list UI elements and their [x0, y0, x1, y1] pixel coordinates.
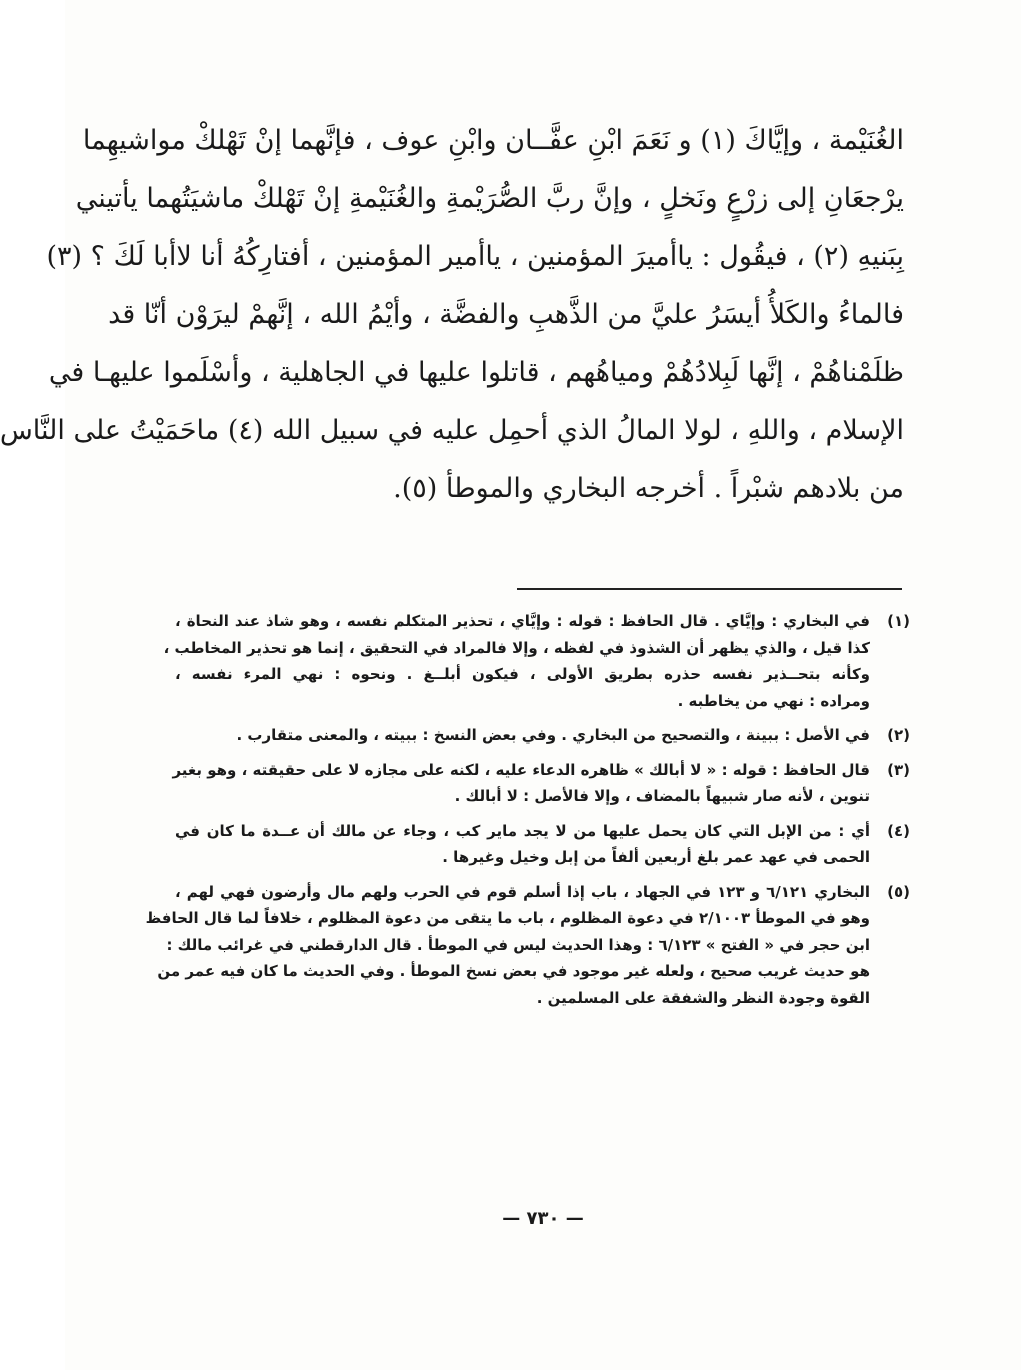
- footnote-line: كذا قيل ، والذي يظهر أن الشذوذ في لفظه ، وإلا فالمراد في التحقيق ، إنما هو تحذير المخاطب ،: [163, 638, 870, 657]
- footnote-line: أي : من الإبل التي كان يحمل عليها من لا يجد ماير كب ، وجاء عن مالك أن عــدة ما كان في: [175, 821, 870, 840]
- footnote-3: [172, 757, 910, 810]
- footnote-4: [175, 818, 910, 871]
- footnote-line: تنوين ، لأنه صار شبيهاً بالمضاف ، وإلا فالأصل : لا أبالك .: [454, 787, 870, 805]
- footnote-line: قال الحافظ : قوله : « لا أبالك » ظاهره الدعاء عليه ، لكنه على مجازه لا على حقيقته ، وهو بغير: [172, 760, 870, 779]
- footnote-number: (٣): [887, 760, 910, 779]
- footnote-1: [163, 608, 910, 714]
- footnote-line: البخاري ٦/١٢١ و ١٢٣ في الجهاد ، باب إذا أسلم قوم في الحرب ولهم مال وأرضون فهي لهم ،: [175, 882, 870, 901]
- main-text-line: الغُنَيْمة ، وإيَّاكَ (١) و نَعَمَ ابْنِ عفَّــان وابْنِ عوف ، فإنَّهما إنْ تَهْلكْ مواشيهِما: [82, 125, 904, 156]
- main-text-line: الإسلام ، واللهِ ، لولا المالُ الذي أحمِل عليه في سبيل الله (٤) ماحَمَيْتُ على النَّاس: [0, 415, 904, 446]
- footnote-number: (٢): [887, 726, 910, 744]
- footnote-number: (٥): [887, 882, 910, 901]
- footnote-number: (١): [887, 612, 910, 630]
- main-text-line: من بلادهم شبْراً . أخرجه البخاري والموطأ (٥).: [393, 473, 904, 504]
- main-text-line: بِبَنيهِ (٢) ، فيقُول : ياأميرَ المؤمنين ، ياأمير المؤمنين ، أفتارِكُهُ أنا لاأبا لَكَ ؟ (٣): [46, 241, 904, 272]
- page-number: — ٧٣٠ —: [502, 1208, 584, 1229]
- footnote-number: (٤): [887, 821, 910, 840]
- footnote-line: الحمى في عهد عمر بلغ أربعين ألفاً من إبل وخيل وغيرها .: [442, 848, 870, 866]
- footnote-line: القوة وجودة النظر والشفقة على المسلمين .: [536, 988, 870, 1007]
- main-text-line: فالماءُ والكَلأُ أيسَرُ عليَّ من الذَّهبِ والفضَّة ، وأيْمُ الله ، إنَّهمْ ليرَوْن أنّا قد: [108, 299, 904, 330]
- footnote-line: هو حديث غريب صحيح ، ولعله غير موجود في بعض نسخ الموطأ . وفي الحديث ما كان فيه عمر من: [157, 962, 870, 980]
- footnote-line: في البخاري : وإيَّاي . قال الحافظ : قوله : وإيَّاي ، تحذير المتكلم نفسه ، وهو شاذ عند النحاة ،: [175, 612, 870, 630]
- footnotes-section: [145, 608, 910, 1019]
- footnote-line: ومراده : نهي من يخاطبه .: [677, 691, 870, 710]
- main-text-block: [0, 112, 904, 518]
- main-text-line: يرْجعَانِ إلى زرْعٍ ونَخلٍ ، وإنَّ ربَّ الصُّرَيْمةِ والغُنَيْمةِ إنْ تَهْلكْ ماشيَتُهما يأتيني: [75, 183, 904, 214]
- footnote-line: وهو في الموطأ ٢/١٠٠٣ في دعوة المظلوم ، باب ما يتقى من دعوة المظلوم ، خلافاً لما قال الحافظ: [145, 909, 870, 927]
- footnote-line: ابن حجر في « الفتح » ٦/١٢٣ : وهذا الحديث ليس في الموطأ . قال الدارقطني في غرائب مالك :: [166, 935, 870, 954]
- footnote-line: وكأنه بتحــذير نفسه حذره بطريق الأولى ، فيكون أبلــغ . ونحوه : نهي المرء نفسه ،: [175, 665, 870, 683]
- footnote-5: [145, 879, 910, 1012]
- main-text-line: ظلَمْناهُمْ ، إنَّها لَبِلادُهُمْ ومياهُهم ، قاتلوا عليها في الجاهلية ، وأسْلَموا عليهـا في: [48, 357, 904, 388]
- footnote-2: [175, 722, 910, 749]
- footnote-line: في الأصل : ببينة ، والتصحيح من البخاري . وفي بعض النسخ : ببيته ، والمعنى متقارب .: [236, 726, 870, 744]
- footnote-divider: [517, 588, 902, 590]
